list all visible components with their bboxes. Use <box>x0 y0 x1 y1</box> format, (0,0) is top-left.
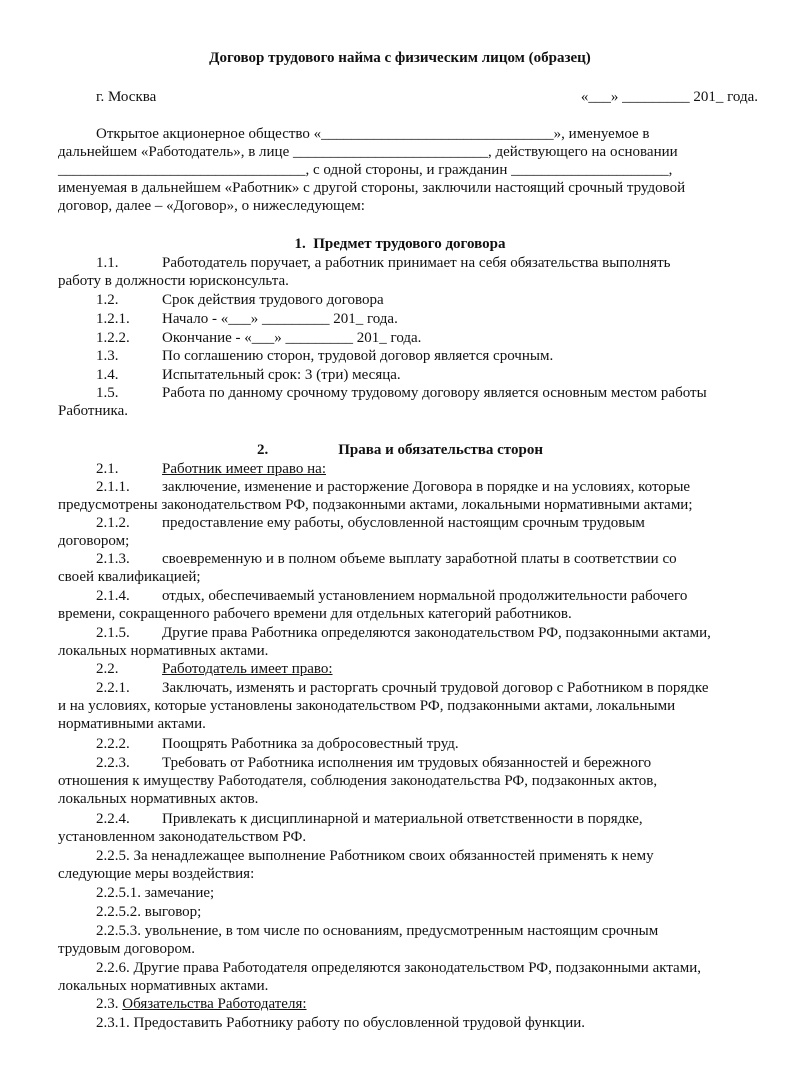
preamble-line-2: дальнейшем «Работодатель», в лице __________________________, действующего на основании <box>58 144 678 160</box>
city: г. Москва <box>96 89 157 105</box>
section-1-heading: 1. Предмет трудового договора <box>294 236 506 252</box>
date-line: «___» _________ 201_ года. <box>580 89 758 105</box>
item-2-2-3: 2.2.3. Требовать от Работника исполнения им трудовых обязанностей и бережного <box>96 755 652 771</box>
item-2-2-5-3: 2.2.5.3. увольнение, в том числе по основаниям, предусмотренным настоящим срочным <box>96 923 659 939</box>
item-2-1-5: 2.1.5. Другие права Работника определяются законодательством РФ, подзаконными актами, <box>96 625 711 641</box>
item-2-1-2-cont: договором; <box>58 533 130 549</box>
item-1-2: 1.2. Срок действия трудового договора <box>96 292 384 308</box>
item-2-2-5-1: 2.2.5.1. замечание; <box>96 885 215 901</box>
item-1-5-cont: Работника. <box>58 403 129 419</box>
item-2-2-4: 2.2.4. Привлекать к дисциплинарной и материальной ответственности в порядке, <box>96 811 643 827</box>
item-2-1-3: 2.1.3. своевременную и в полном объеме выплату заработной платы в соответствии со <box>96 551 677 567</box>
section-2-heading: 2. Права и обязательства сторон <box>257 442 543 458</box>
item-1-4: 1.4. Испытательный срок: 3 (три) месяца. <box>96 367 401 383</box>
item-2-1-1: 2.1.1. заключение, изменение и расторжение Договора в порядке и на условиях, которые <box>96 479 691 495</box>
item-2-1-1-cont: предусмотрены законодательством РФ, подзаконными актами, локальными нормативными актами; <box>58 497 693 513</box>
preamble-line-5: договор, далее – «Договор», о нижеследующем: <box>58 198 365 214</box>
item-2-2-5-2: 2.2.5.2. выговор; <box>96 904 202 920</box>
item-2-3: 2.3. Обязательства Работодателя: <box>96 996 307 1012</box>
item-1-1-cont: работу в должности юрисконсульта. <box>58 273 289 289</box>
item-2-2: 2.2. Работодатель имеет право: <box>96 661 333 677</box>
item-2-2-5: 2.2.5. За ненадлежащее выполнение Работником своих обязанностей применять к нему <box>96 848 654 864</box>
preamble-line-4: именуемая в дальнейшем «Работник» с другой стороны, заключили настоящий срочный трудовой <box>58 180 686 196</box>
item-1-5: 1.5. Работа по данному срочному трудовому договору является основным местом работы <box>96 385 707 401</box>
item-2-3-1: 2.3.1. Предоставить Работнику работу по обусловленной трудовой функции. <box>96 1015 585 1031</box>
item-1-2-1: 1.2.1. Начало - «___» _________ 201_ года. <box>96 311 398 327</box>
item-2-1-5-cont: локальных нормативных актами. <box>58 643 269 659</box>
item-2-2-5-3-cont: трудовым договором. <box>58 941 195 957</box>
item-2-2-4-cont: установленном законодательством РФ. <box>58 829 307 845</box>
item-2-2-1-cont2: нормативными актами. <box>58 716 206 732</box>
item-2-2-6: 2.2.6. Другие права Работодателя определяются законодательством РФ, подзаконными актами, <box>96 960 701 976</box>
item-1-1: 1.1. Работодатель поручает, а работник принимает на себя обязательства выполнять <box>96 255 671 271</box>
item-1-3: 1.3. По соглашению сторон, трудовой договор является срочным. <box>96 348 554 364</box>
item-2-2-6-cont: локальных нормативных актами. <box>58 978 269 994</box>
item-1-2-2: 1.2.2. Окончание - «___» _________ 201_ года. <box>96 330 422 346</box>
preamble-line-3: _________________________________, с одной стороны, и гражданин _____________________, <box>58 162 673 178</box>
item-2-2-1: 2.2.1. Заключать, изменять и расторгать срочный трудовой договор с Работником в порядке <box>96 680 709 696</box>
item-2-2-3-cont2: локальных нормативных актов. <box>58 791 259 807</box>
document-title: Договор трудового найма с физическим лицом (образец) <box>209 50 591 66</box>
item-2-2-3-cont: отношения к имуществу Работодателя, соблюдения законодательства РФ, подзаконных актов, <box>58 773 658 789</box>
item-2-1-4-cont: времени, сокращенного рабочего времени для отдельных категорий работников. <box>58 606 572 622</box>
city-date-row <box>58 88 758 106</box>
item-2-1-2: 2.1.2. предоставление ему работы, обусловленной настоящим срочным трудовым <box>96 515 645 531</box>
item-2-1-3-cont: своей квалификацией; <box>58 569 201 585</box>
item-2-2-1-cont: и на условиях, которые установлены законодательством РФ, подзаконными актами, локальными <box>58 698 676 714</box>
item-2-2-5-cont: следующие меры воздействия: <box>58 866 255 882</box>
item-2-1-4: 2.1.4. отдых, обеспечиваемый установлением нормальной продолжительности рабочего <box>96 588 688 604</box>
preamble-line-1: Открытое акционерное общество «_______________________________», именуемое в <box>96 126 650 142</box>
item-2-2-2: 2.2.2. Поощрять Работника за добросовестный труд. <box>96 736 459 752</box>
item-2-1: 2.1. Работник имеет право на: <box>96 461 326 477</box>
